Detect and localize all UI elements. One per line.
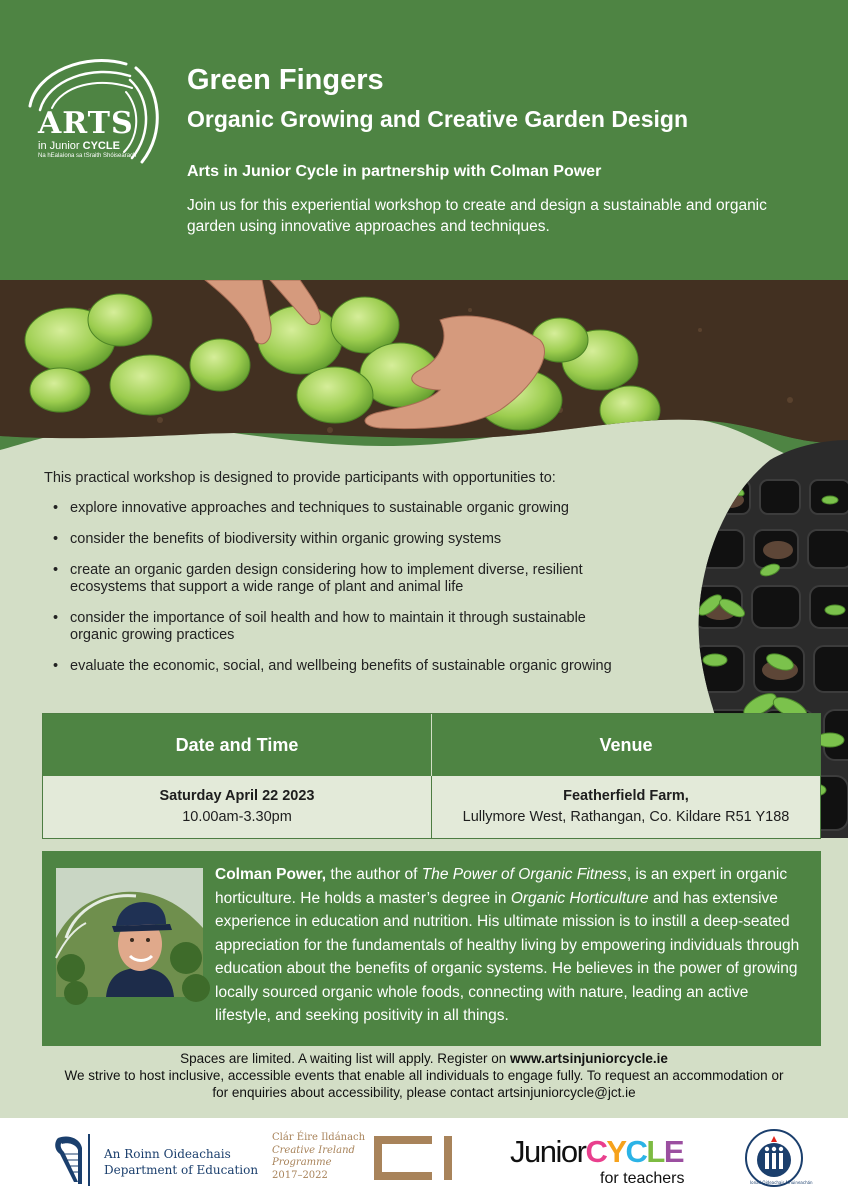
info-header-row xyxy=(43,714,820,776)
venue-name: Featherfield Farm, xyxy=(563,788,689,804)
registration-line: Spaces are limited. A waiting list will apply. Register on www.artsinjuniorcycle.ie xyxy=(180,1051,668,1066)
for-teachers-text: for teachers xyxy=(600,1170,685,1187)
objectives-intro: This practical workshop is designed to provide participants with opportunities to: xyxy=(44,470,556,486)
creative-ireland-text: Clár Éire Ildánach Creative Ireland Programme 2017–2022 xyxy=(272,1132,366,1181)
date-header: Date and Time xyxy=(43,714,432,776)
venue-cell xyxy=(432,776,820,838)
lettuce-photo xyxy=(0,280,848,460)
creative-ireland-logo xyxy=(272,1132,462,1188)
list-item: • consider the importance of soil health and how to maintain it through sustainable organic growing practices xyxy=(50,610,630,644)
education-centre-seal xyxy=(744,1128,813,1188)
list-item: • consider the benefits of biodiversity within organic growing systems xyxy=(50,531,690,548)
event-time: 10.00am-3.30pm xyxy=(182,809,292,825)
register-link[interactable]: www.artsinjuniorcycle.ie xyxy=(510,1051,668,1066)
junior-cycle-for-teachers-logo xyxy=(510,1134,710,1190)
list-item: • create an organic garden design considering how to implement diverse, resilient ecosystems that support a wide range of plant and animal life xyxy=(50,562,630,596)
junior-cycle-wordmark: JuniorCYCLE xyxy=(510,1134,684,1169)
facilitator-bio xyxy=(42,851,821,1046)
seal-text: Ionad Oideachais Mhuineachán xyxy=(750,1180,813,1185)
objectives-list xyxy=(50,500,690,689)
info-body-row xyxy=(43,776,820,838)
event-info-table xyxy=(42,713,821,839)
date-cell xyxy=(43,776,432,838)
colman-power-photo xyxy=(56,868,203,997)
department-name: An Roinn Oideachais Department of Education xyxy=(104,1147,259,1177)
creative-ireland-mark-icon xyxy=(374,1136,456,1180)
logo-irish-text: Na hEalaíona sa tSraith Shóisearach xyxy=(38,153,137,159)
logo-sub: in Junior CYCLE xyxy=(38,140,120,152)
intro-text: Join us for this experiential workshop to create and design a sustainable and organic garden using innovative approaches and techniques. xyxy=(187,197,767,235)
list-item: • evaluate the economic, social, and wellbeing benefits of sustainable organic growing xyxy=(50,658,690,675)
department-of-education-logo xyxy=(50,1132,259,1188)
list-item: • explore innovative approaches and techniques to sustainable organic growing xyxy=(50,500,690,517)
page-title: Green Fingers xyxy=(187,64,384,96)
contact-line[interactable]: for enquiries about accessibility, please contact artsinjuniorcycle@jct.ie xyxy=(212,1085,636,1100)
partner-logo-bar xyxy=(0,1118,848,1199)
harp-icon xyxy=(50,1132,94,1188)
venue-header: Venue xyxy=(599,734,653,755)
logo-word: ARTS xyxy=(38,106,134,141)
event-date: Saturday April 22 2023 xyxy=(159,788,315,804)
venue-address: Lullymore West, Rathangan, Co. Kildare R51 Y188 xyxy=(462,809,790,825)
registration-notes xyxy=(0,1050,848,1101)
arts-junior-cycle-logo xyxy=(26,52,168,170)
bio-text: Colman Power, the author of The Power of Organic Fitness, is an expert in organic horticulture. He holds a master’s degree in Organic Horticulture and has extensive experience in education and nutrition. His ultimate mission is to instill a deep-seated appreciation for the fundamentals of healthy living by empowering individuals through education about the benefits of organic systems. He believes in the power of growing locally sourced organic whole foods, connecting with nature, leading an active lifestyle, and seeking positivity in all things. xyxy=(215,866,800,1024)
page-subtitle: Organic Growing and Creative Garden Design xyxy=(187,106,689,132)
partner-line: Arts in Junior Cycle in partnership with Colman Power xyxy=(187,163,602,180)
accessibility-line: We strive to host inclusive, accessible events that enable all individuals to engage fully. To request an accommodation or xyxy=(64,1068,784,1083)
